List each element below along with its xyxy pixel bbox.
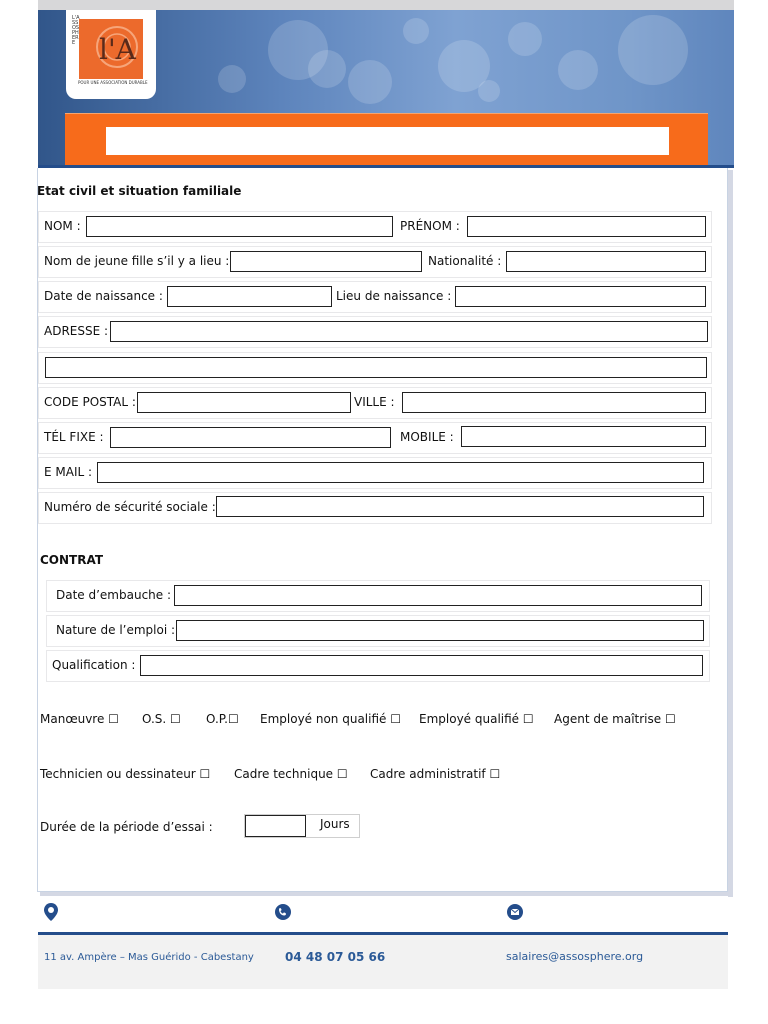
phone-icon — [275, 904, 291, 924]
qualification-label: Qualification : — [52, 658, 136, 672]
address-field[interactable] — [110, 321, 708, 342]
email-label: E MAIL : — [44, 465, 93, 479]
email-icon — [507, 904, 523, 924]
city-field[interactable] — [402, 392, 706, 413]
prenom-field[interactable] — [467, 216, 706, 237]
prenom-label: PRÉNOM : — [400, 219, 460, 233]
qualification-field[interactable] — [140, 655, 703, 676]
option-cadre-technique[interactable]: Cadre technique ☐ — [234, 767, 348, 781]
logo-tagline: POUR UNE ASSOCIATION DURABLE — [78, 80, 148, 85]
birth-place-label: Lieu de naissance : — [336, 289, 452, 303]
trial-period-unit: Jours — [320, 817, 350, 831]
section-title-contrat: CONTRAT — [40, 553, 104, 567]
city-label: VILLE : — [354, 395, 395, 409]
maiden-name-label: Nom de jeune fille s’il y a lieu : — [44, 254, 230, 268]
nationality-field[interactable] — [506, 251, 706, 272]
email-field[interactable] — [97, 462, 704, 483]
option-employe-non-qualifie[interactable]: Employé non qualifié ☐ — [260, 712, 401, 726]
logo-vertical-text: L'ASSOSPHERE — [72, 15, 80, 46]
footer-address: 11 av. Ampère – Mas Guérido - Cabestany — [44, 952, 254, 963]
trial-period-label: Durée de la période d’essai : — [40, 820, 213, 834]
location-pin-icon — [44, 903, 58, 925]
address-label: ADRESSE : — [44, 324, 109, 338]
nationality-label: Nationalité : — [428, 254, 502, 268]
social-security-field[interactable] — [216, 496, 704, 517]
birth-date-label: Date de naissance : — [44, 289, 163, 303]
mobile-label: MOBILE : — [400, 430, 454, 444]
option-employe-qualifie[interactable]: Employé qualifié ☐ — [419, 712, 534, 726]
mobile-field[interactable] — [461, 426, 706, 447]
logo-letter: l'A — [99, 33, 136, 66]
option-agent-maitrise[interactable]: Agent de maîtrise ☐ — [554, 712, 676, 726]
birth-date-field[interactable] — [167, 286, 332, 307]
hire-date-field[interactable] — [174, 585, 702, 606]
option-op[interactable]: O.P.☐ — [206, 712, 239, 726]
option-cadre-administratif[interactable]: Cadre administratif ☐ — [370, 767, 501, 781]
nom-label: NOM : — [44, 219, 81, 233]
logo — [79, 19, 143, 79]
footer-phone: 04 48 07 05 66 — [285, 950, 386, 964]
footer-email[interactable]: salaires@assosphere.org — [506, 950, 644, 963]
option-manoeuvre[interactable]: Manœuvre ☐ — [40, 712, 119, 726]
section-title-etat-civil: Etat civil et situation familiale — [37, 184, 242, 198]
footer-icons-band — [38, 896, 728, 936]
phone-field[interactable] — [110, 427, 391, 448]
phone-label: TÉL FIXE : — [44, 430, 104, 444]
nom-field[interactable] — [86, 216, 393, 237]
job-nature-field[interactable] — [176, 620, 704, 641]
job-nature-label: Nature de l’emploi : — [56, 623, 176, 637]
address-line2-field[interactable] — [45, 357, 707, 378]
option-os[interactable]: O.S. ☐ — [142, 712, 181, 726]
trial-period-field[interactable] — [245, 815, 306, 837]
hire-date-label: Date d’embauche : — [56, 588, 172, 602]
postal-code-field[interactable] — [137, 392, 351, 413]
top-gray-bar — [38, 0, 734, 10]
postal-code-label: CODE POSTAL : — [44, 395, 136, 409]
birth-place-field[interactable] — [455, 286, 706, 307]
social-security-label: Numéro de sécurité sociale : — [44, 500, 216, 514]
title-field[interactable] — [106, 127, 669, 155]
maiden-name-field[interactable] — [230, 251, 422, 272]
option-technicien[interactable]: Technicien ou dessinateur ☐ — [40, 767, 211, 781]
